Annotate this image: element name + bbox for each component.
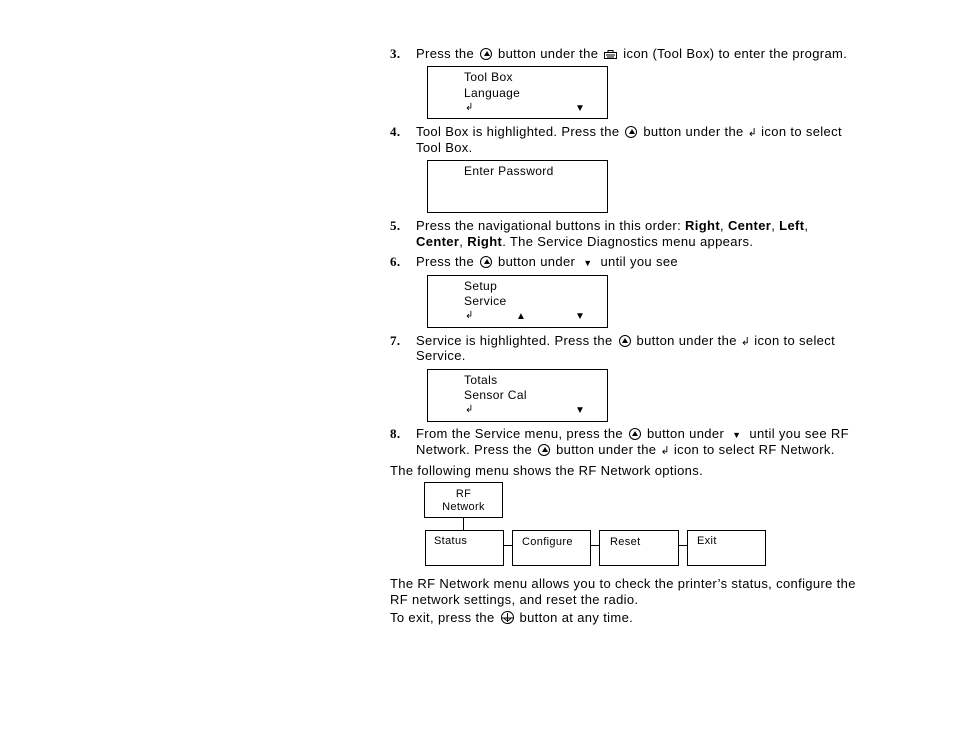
step-5-text-cont: Center, Right. The Service Diagnostics menu appears.: [416, 234, 754, 249]
bold-word: Center: [727, 218, 772, 233]
text: button under: [498, 254, 576, 269]
diagram-option-label: Exit: [697, 535, 717, 547]
step-8-text-cont: [416, 442, 835, 459]
text: Service is highlighted. Press the: [416, 333, 613, 348]
step-3-text: [416, 46, 847, 62]
step-number: 8.: [390, 426, 401, 441]
text: Press the: [416, 254, 475, 269]
paragraph: RF network settings, and reset the radio.: [390, 592, 639, 607]
bold-word: Right: [685, 218, 720, 233]
escape-button-icon: [501, 611, 514, 628]
return-arrow-icon: ↲: [465, 310, 474, 321]
lcd-line: Sensor Cal: [464, 388, 527, 402]
step-7-text: [416, 333, 835, 350]
text: button under the: [643, 124, 744, 139]
step-8-text: [416, 426, 849, 443]
text: button under the: [556, 442, 657, 457]
down-triangle-icon: ▼: [583, 258, 593, 268]
diagram-option-label: Configure: [522, 536, 573, 548]
lcd-display: [427, 160, 608, 213]
step-number: 6.: [390, 254, 401, 269]
return-arrow-icon: ↲: [740, 336, 751, 348]
text: icon to select: [761, 124, 842, 139]
step-number: 3.: [390, 46, 401, 61]
text: until you see RF: [749, 426, 849, 441]
text: icon to select: [754, 333, 836, 348]
return-arrow-icon: ↲: [747, 127, 758, 139]
connector-line: [679, 545, 687, 546]
lcd-display: [427, 66, 608, 119]
return-arrow-icon: ↲: [465, 102, 474, 113]
paragraph: The following menu shows the RF Network options.: [390, 463, 704, 478]
diagram-option-label: Status: [434, 535, 468, 547]
text: Tool Box is highlighted. Press the: [416, 124, 620, 139]
nav-button-icon: [538, 444, 550, 456]
paragraph: The RF Network menu allows you to check the printer’s status, configure the: [390, 576, 856, 591]
text: button under the: [636, 333, 737, 348]
nav-button-icon: [480, 48, 492, 60]
down-triangle-icon: ▼: [575, 103, 586, 114]
bold-word: Right: [467, 234, 503, 249]
nav-button-icon: [629, 428, 641, 440]
diagram-root-label: Network: [442, 501, 485, 513]
diagram-option-box: [599, 530, 679, 566]
lcd-display: [427, 275, 608, 328]
bold-word: Center: [416, 234, 460, 249]
step-number: 5.: [390, 218, 401, 233]
return-arrow-icon: ↲: [660, 445, 670, 457]
lcd-line: Tool Box: [464, 70, 513, 84]
text: icon to select RF Network.: [673, 442, 835, 457]
down-triangle-icon: ▼: [575, 311, 586, 322]
nav-button-icon: [480, 256, 492, 268]
diagram-root-box: [424, 482, 503, 518]
step-5-text: Press the navigational buttons in this order: Right, Center, Left,: [416, 218, 809, 233]
lcd-line: Language: [464, 86, 521, 100]
paragraph: [390, 610, 633, 628]
diagram-option-box: [687, 530, 766, 566]
text: until you see: [600, 254, 678, 269]
down-triangle-icon: ▼: [732, 430, 742, 440]
connector-line: [504, 545, 512, 546]
text: From the Service menu, press the: [416, 426, 623, 441]
step-7-text-cont: Service.: [416, 348, 466, 363]
step-4-text: [416, 124, 842, 141]
down-triangle-icon: ▼: [575, 405, 586, 416]
step-number: 4.: [390, 124, 401, 139]
lcd-line: Enter Password: [464, 164, 554, 178]
connector-line: [463, 518, 464, 530]
step-6-text: [416, 254, 678, 271]
connector-line: [591, 545, 599, 546]
lcd-display: [427, 369, 608, 422]
step-4-text-cont: Tool Box.: [416, 140, 473, 155]
return-arrow-icon: ↲: [465, 404, 474, 415]
text: To exit, press the: [390, 610, 495, 625]
text: button under the: [498, 46, 599, 61]
lcd-line: Totals: [464, 373, 498, 387]
nav-button-icon: [619, 335, 631, 347]
up-triangle-icon: ▲: [516, 311, 527, 322]
lcd-line: Service: [464, 294, 507, 308]
text: Press the navigational buttons in this order:: [416, 218, 682, 233]
step-number: 7.: [390, 333, 401, 348]
text: icon (Tool Box) to enter the program.: [623, 46, 848, 61]
text: button under: [646, 426, 725, 441]
diagram-option-box: [512, 530, 591, 566]
diagram-root-label: RF: [455, 488, 472, 500]
diagram-option-label: Reset: [610, 536, 641, 548]
lcd-line: Setup: [464, 279, 498, 293]
text: Press the: [416, 46, 475, 61]
text: Network. Press the: [416, 442, 533, 457]
bold-word: Left: [779, 218, 805, 233]
diagram-option-box: [425, 530, 504, 566]
text: button at any time.: [519, 610, 634, 625]
nav-button-icon: [625, 126, 637, 138]
toolbox-icon: [604, 50, 617, 59]
